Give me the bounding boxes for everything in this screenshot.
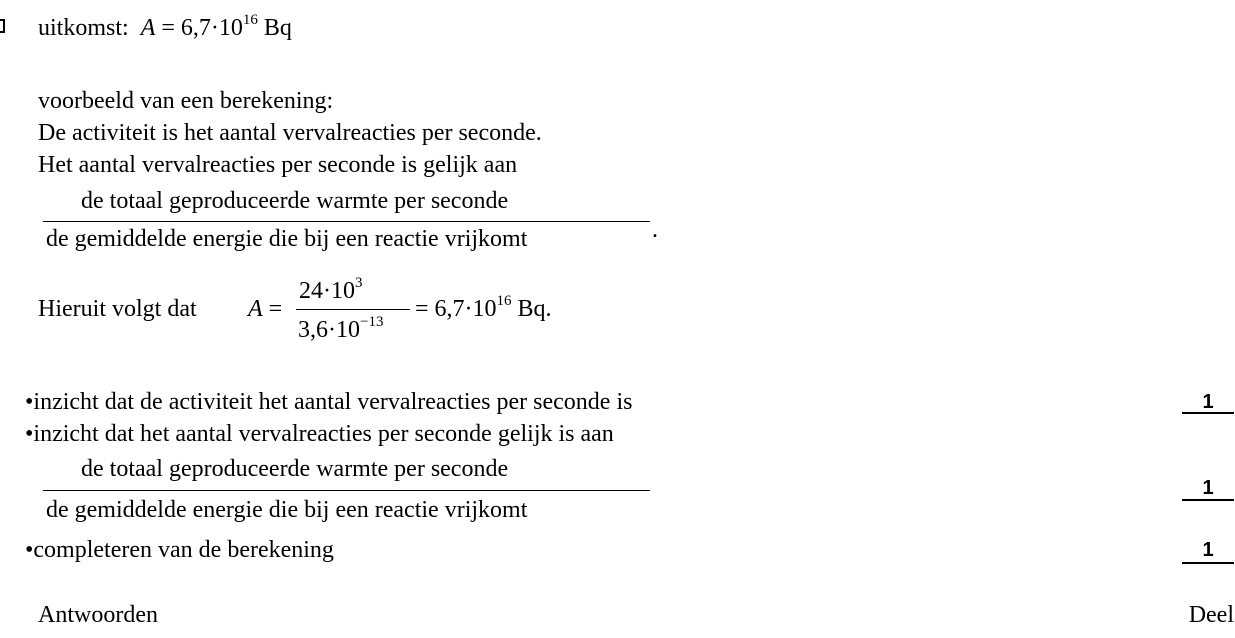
example-line-equal: Het aantal vervalreacties per seconde is gelijk aan <box>38 152 518 178</box>
calc-result <box>415 293 552 322</box>
criterion-text: completeren van de berekening <box>33 537 334 563</box>
criterion-3-score: 1 <box>1202 539 1214 561</box>
criterion-2 <box>25 422 614 446</box>
criterion-1 <box>25 390 632 414</box>
criterion-2-fraction-bar <box>43 490 650 491</box>
criterion-2-fraction-numerator: de totaal geproduceerde warmte per seconde <box>81 456 509 482</box>
criterion-1-score-line <box>1182 412 1234 414</box>
criterion-2-fraction-denominator: de gemiddelde energie die bij een reactie vrijkomt <box>46 497 528 523</box>
criterion-text: inzicht dat het aantal vervalreacties per seconde gelijk is aan <box>33 421 614 447</box>
footer-right: Deel <box>1188 602 1234 628</box>
example-heading: voorbeeld van een berekening: <box>38 88 334 114</box>
example-conclusion-text: Hieruit volgt dat <box>38 296 197 322</box>
answer-power-exponent: 16 <box>242 12 258 28</box>
calc-equals: = <box>268 296 283 322</box>
calc-numerator-exponent: 3 <box>355 275 363 291</box>
example-fraction-bar <box>43 221 650 222</box>
answer-label: uitkomst: <box>38 15 129 41</box>
calc-unit: Bq. <box>517 296 552 322</box>
answer-value: 6,7 <box>180 15 211 41</box>
calc-result-exponent: 16 <box>496 293 512 309</box>
example-fraction-period: . <box>652 217 658 243</box>
answer-equals: = <box>161 15 175 41</box>
footer-left: Antwoorden <box>38 602 158 628</box>
answer-dot: · <box>210 15 219 41</box>
question-checkbox[interactable] <box>0 19 5 33</box>
criterion-1-score: 1 <box>1202 391 1214 413</box>
calc-variable: A <box>248 296 263 322</box>
calc-denominator: $3,6\cdot 10^{-13}$ <box>298 314 384 343</box>
answer-variable: A <box>140 15 156 41</box>
answer-unit: Bq <box>263 15 292 41</box>
calc-equals-2: = <box>415 296 429 322</box>
calc-numerator: $24\cdot 10^3$ <box>299 275 363 304</box>
answer-power-base: 10 <box>218 15 243 41</box>
criterion-3 <box>25 538 334 562</box>
calc-fraction-bar <box>296 309 410 310</box>
example-line-activity: De activiteit is het aantal vervalreacties per seconde. <box>38 120 542 146</box>
criterion-bullet: • <box>25 537 34 563</box>
example-fraction-numerator: de totaal geproduceerde warmte per seconde <box>81 188 509 214</box>
criterion-3-score-line <box>1182 562 1234 564</box>
calc-prefix <box>248 297 282 321</box>
criterion-text: inzicht dat de activiteit het aantal vervalreacties per seconde is <box>33 389 633 415</box>
criterion-2-score-line <box>1182 499 1234 501</box>
criterion-bullet: • <box>25 389 34 415</box>
criterion-2-score: 1 <box>1202 477 1214 499</box>
criterion-bullet: • <box>25 421 34 447</box>
example-fraction-denominator: de gemiddelde energie die bij een reactie vrijkomt <box>46 226 528 252</box>
calc-denominator-exponent: −13 <box>360 314 384 330</box>
answer-line <box>38 12 292 41</box>
calc-result-value: 6,7·10 <box>434 296 497 322</box>
